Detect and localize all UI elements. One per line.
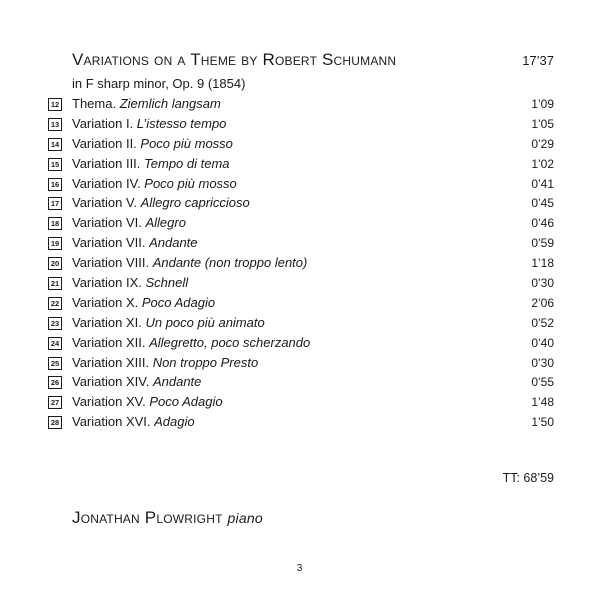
track-number: 13 (48, 118, 62, 131)
performer (72, 508, 263, 528)
track-row (0, 213, 599, 233)
track-movement: Variation VI. (72, 215, 146, 231)
track-row (0, 353, 599, 373)
track-number: 20 (48, 257, 62, 270)
track-tempo: Tempo di tema (144, 155, 230, 171)
track-row (0, 134, 599, 154)
track-number: 23 (48, 317, 62, 330)
track-number: 18 (48, 217, 62, 230)
track-movement: Variation XIV. (72, 374, 153, 390)
track-row (0, 273, 599, 293)
track-title (72, 235, 198, 250)
track-tempo: Andante (152, 374, 202, 390)
track-duration: 1’48 (531, 395, 554, 410)
track-movement: Variation I. (72, 115, 137, 131)
track-tempo: Allegro (145, 215, 186, 231)
track-row (0, 392, 599, 412)
track-tempo: Ziemlich langsam (119, 96, 221, 111)
track-number: 28 (48, 416, 62, 429)
track-duration: 0’41 (531, 176, 554, 191)
track-duration: 1’18 (531, 256, 554, 271)
track-title (72, 116, 226, 131)
track-title (72, 255, 307, 270)
track-tempo: Poco più mosso (140, 135, 233, 151)
track-duration: 1’05 (531, 116, 554, 131)
work-title: Variations on a Theme by Robert Schumann (72, 50, 397, 69)
track-movement: Variation VIII. (72, 255, 153, 271)
performer-name: Jonathan Plowright (72, 508, 223, 527)
track-number: 15 (48, 158, 62, 171)
track-tempo: Poco Adagio (149, 394, 223, 410)
track-row (0, 94, 599, 114)
track-title (72, 136, 233, 151)
performer-role: piano (227, 510, 263, 526)
track-movement: Variation II. (72, 135, 141, 151)
track-tempo: Adagio (154, 414, 195, 430)
track-duration: 0’45 (531, 196, 554, 211)
track-number: 25 (48, 357, 62, 370)
track-movement: Variation IX. (72, 275, 146, 291)
track-duration: 0’30 (531, 276, 554, 291)
track-tempo: Andante (non troppo lento) (152, 255, 308, 271)
track-duration: 0’55 (531, 375, 554, 390)
track-tempo: Allegretto, poco scherzando (149, 334, 311, 350)
track-number: 17 (48, 197, 62, 210)
track-number: 21 (48, 277, 62, 290)
track-title (72, 176, 237, 191)
work-duration: 17’37 (522, 53, 554, 68)
track-title (72, 156, 230, 171)
track-row (0, 233, 599, 253)
track-tempo: Non troppo Presto (152, 354, 259, 370)
page-number: 3 (296, 563, 303, 574)
track-title (72, 374, 201, 389)
track-row (0, 293, 599, 313)
track-duration: 1’02 (531, 156, 554, 171)
track-movement: Variation V. (72, 195, 141, 211)
track-title (72, 335, 310, 350)
track-title (72, 215, 186, 230)
track-duration: 0’29 (531, 136, 554, 151)
track-title (72, 355, 258, 370)
track-number: 16 (48, 178, 62, 191)
total-time: TT: 68’59 (502, 471, 554, 485)
track-movement: Variation XV. (72, 394, 150, 410)
track-duration: 0’52 (531, 315, 554, 330)
work-subtitle: in F sharp minor, Op. 9 (1854) (72, 76, 246, 91)
track-duration: 0’40 (531, 335, 554, 350)
track-row (0, 193, 599, 213)
track-movement: Thema. (72, 96, 120, 111)
track-number: 19 (48, 237, 62, 250)
track-movement: Variation IV. (72, 175, 145, 191)
track-duration: 0’30 (531, 355, 554, 370)
track-list (0, 94, 599, 432)
track-row (0, 372, 599, 392)
track-row (0, 253, 599, 273)
track-tempo: L’istesso tempo (136, 115, 227, 131)
track-tempo: Schnell (145, 275, 189, 291)
track-duration: 0’46 (531, 216, 554, 231)
track-title (72, 195, 250, 210)
track-title (72, 394, 223, 409)
track-movement: Variation III. (72, 155, 145, 171)
track-row (0, 313, 599, 333)
track-movement: Variation XII. (72, 334, 150, 350)
track-tempo: Allegro capriccioso (140, 195, 250, 211)
track-duration: 1’09 (531, 97, 554, 111)
track-tempo: Poco più mosso (144, 175, 237, 191)
track-number: 14 (48, 138, 62, 151)
track-movement: Variation X. (72, 294, 142, 310)
track-row (0, 333, 599, 353)
track-number: 12 (48, 98, 62, 111)
track-tempo: Un poco più animato (145, 314, 265, 330)
track-row (0, 114, 599, 134)
track-number: 27 (48, 396, 62, 409)
track-row (0, 154, 599, 174)
track-title (72, 295, 215, 310)
track-title (72, 275, 188, 290)
track-tempo: Andante (149, 235, 198, 251)
track-duration: 1’50 (531, 415, 554, 430)
track-row (0, 412, 599, 432)
track-movement: Variation XIII. (72, 354, 153, 370)
track-title (72, 414, 195, 429)
track-number: 22 (48, 297, 62, 310)
track-number: 24 (48, 337, 62, 350)
track-movement: Variation XI. (72, 314, 146, 330)
track-number: 26 (48, 376, 62, 389)
track-title (72, 96, 221, 111)
track-duration: 2’06 (531, 295, 554, 310)
track-movement: Variation VII. (72, 235, 150, 251)
track-movement: Variation XVI. (72, 414, 155, 430)
track-duration: 0’59 (531, 236, 554, 251)
track-row (0, 174, 599, 194)
track-tempo: Poco Adagio (141, 294, 216, 310)
track-title (72, 315, 265, 330)
